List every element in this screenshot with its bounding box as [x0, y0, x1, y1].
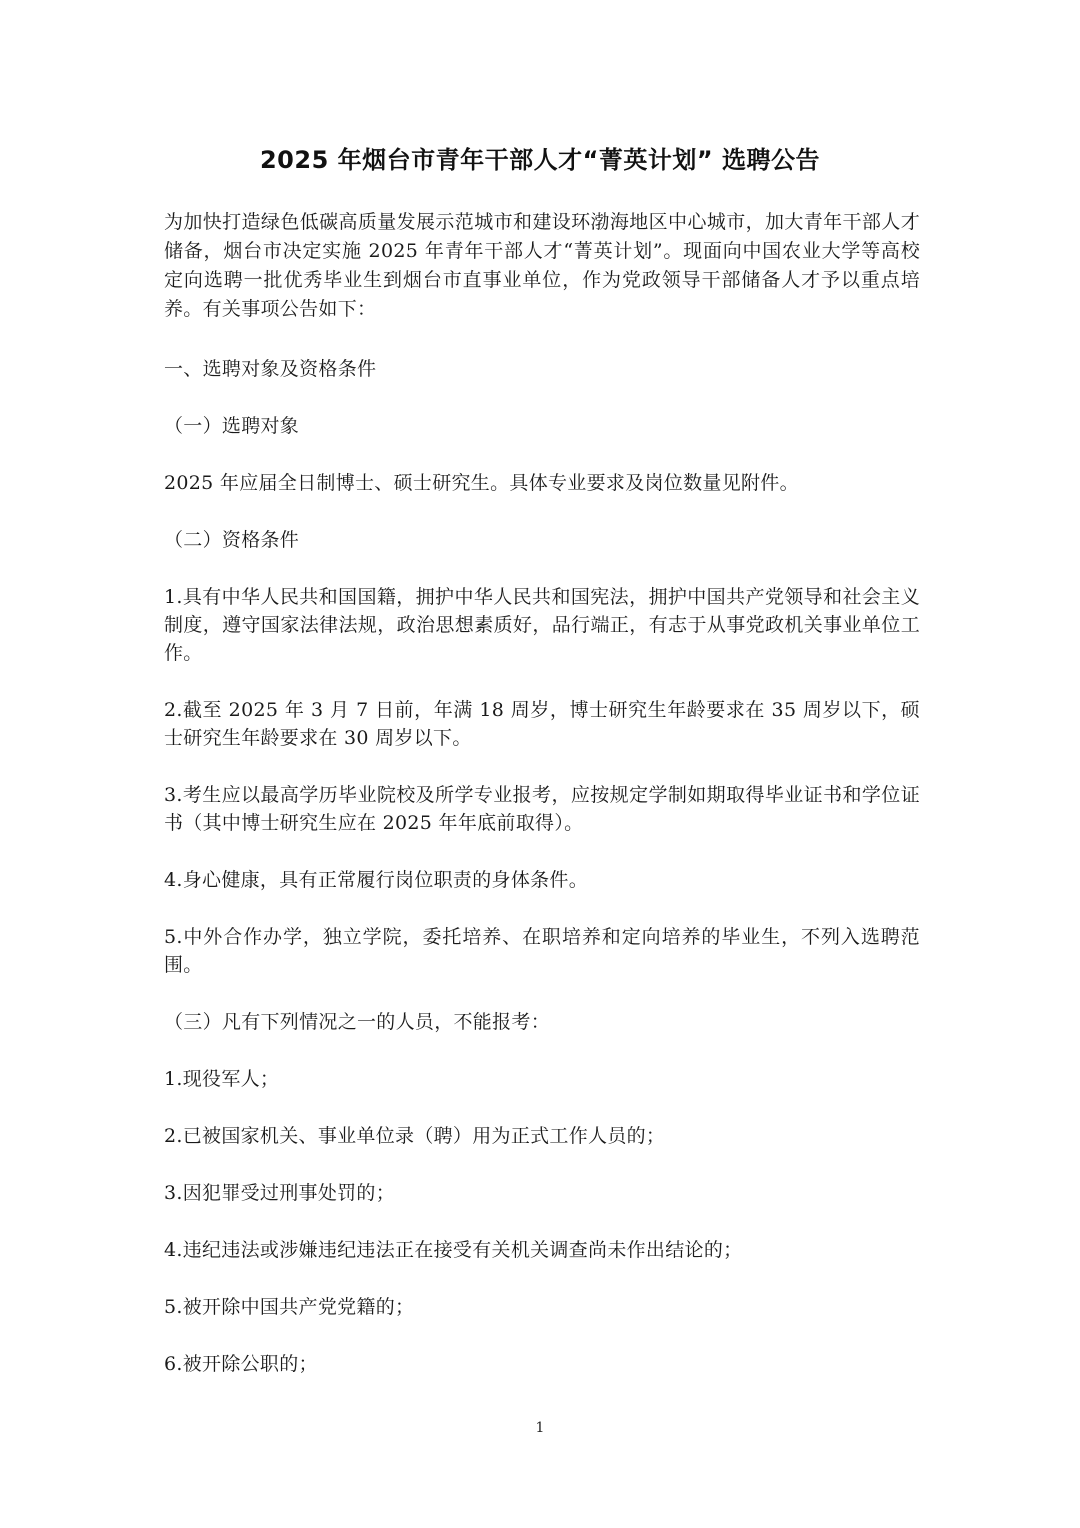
exclusion-item-6: 6.被开除公职的； [164, 1353, 318, 1375]
intro-paragraph: 为加快打造绿色低碳高质量发展示范城市和建设环渤海地区中心城市，加大青年干部人才储备，烟台市决定实施 2025 年青年干部人才“菁英计划”。现面向中国农业大学等高校定向选聘一批优秀毕业生到烟台市直事业单位，作为党政领导干部储备人才予以重点培养。有关事项公告如下： [164, 211, 920, 320]
document-title: 2025 年烟台市青年干部人才“菁英计划” 选聘公告 [259, 146, 821, 174]
qualification-item-1: 1.具有中华人民共和国国籍，拥护中华人民共和国宪法，拥护中国共产党领导和社会主义制度，遵守国家法律法规，政治思想素质好，品行端正，有志于从事党政机关事业单位工作。 [164, 586, 920, 664]
section-heading-1: 一、选聘对象及资格条件 [164, 358, 377, 380]
page-number: 1 [535, 1420, 545, 1436]
exclusion-item-4: 4.违纪违法或涉嫌违纪违法正在接受有关机关调查尚未作出结论的； [164, 1239, 743, 1261]
qualification-item-5: 5.中外合作办学，独立学院，委托培养、在职培养和定向培养的毕业生，不列入选聘范围。 [164, 926, 920, 976]
exclusion-item-2: 2.已被国家机关、事业单位录（聘）用为正式工作人员的； [164, 1125, 666, 1147]
exclusion-item-5: 5.被开除中国共产党党籍的； [164, 1296, 415, 1318]
exclusion-item-1: 1.现役军人； [164, 1068, 280, 1090]
exclusion-item-3: 3.因犯罪受过刑事处罚的； [164, 1182, 396, 1204]
document-body [164, 208, 920, 1407]
subsection-heading-selection-target: （一）选聘对象 [164, 415, 300, 437]
paragraph-selection-target: 2025 年应届全日制博士、硕士研究生。具体专业要求及岗位数量见附件。 [164, 472, 799, 494]
subsection-heading-exclusions: （三）凡有下列情况之一的人员，不能报考： [164, 1011, 551, 1033]
qualification-item-2: 2.截至 2025 年 3 月 7 日前，年满 18 周岁，博士研究生年龄要求在 35 周岁以下，硕士研究生年龄要求在 30 周岁以下。 [164, 699, 920, 749]
qualification-item-3: 3.考生应以最高学历毕业院校及所学专业报考，应按规定学制如期取得毕业证书和学位证书（其中博士研究生应在 2025 年年底前取得）。 [164, 784, 920, 834]
subsection-heading-qualifications: （二）资格条件 [164, 529, 300, 551]
qualification-item-4: 4.身心健康，具有正常履行岗位职责的身体条件。 [164, 869, 589, 891]
